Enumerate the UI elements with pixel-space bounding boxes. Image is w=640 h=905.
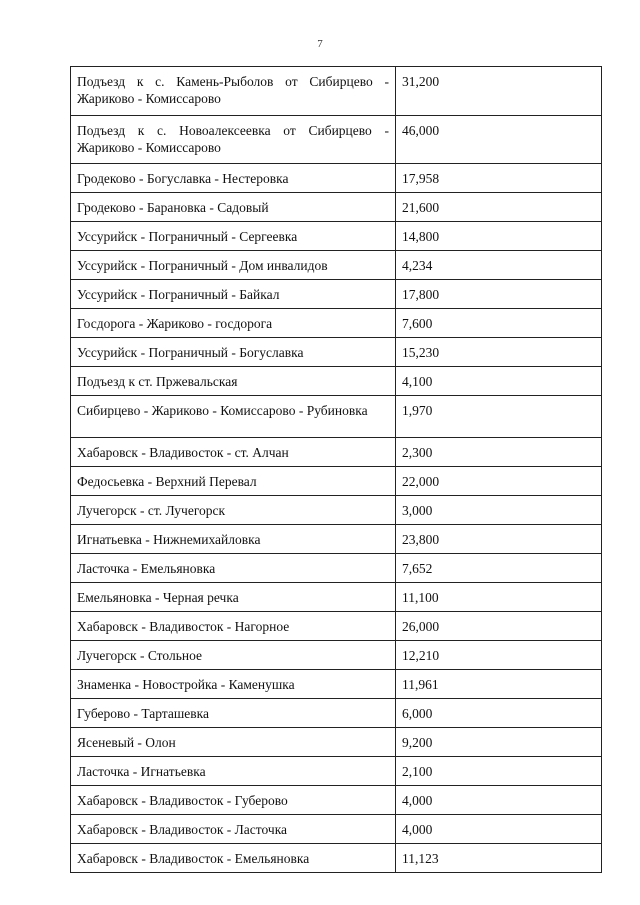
road-length-cell: 3,000: [396, 496, 602, 525]
road-length-cell: 26,000: [396, 612, 602, 641]
road-length-cell: 31,200: [396, 67, 602, 116]
table-row: [71, 251, 602, 280]
road-name-cell: Хабаровск - Владивосток - ст. Алчан: [71, 438, 396, 467]
table-row: [71, 467, 602, 496]
roads-table: [70, 66, 602, 873]
road-length-cell: 2,100: [396, 757, 602, 786]
table-row: [71, 612, 602, 641]
road-name-cell: Гродеково - Барановка - Садовый: [71, 193, 396, 222]
table-row: [71, 525, 602, 554]
road-name-cell: Уссурийск - Пограничный - Сергеевка: [71, 222, 396, 251]
road-length-cell: 46,000: [396, 116, 602, 164]
road-name-cell: Сибирцево - Жариково - Комиссарово - Рубиновка: [71, 396, 396, 438]
road-name-cell: Хабаровск - Владивосток - Нагорное: [71, 612, 396, 641]
road-length-cell: 4,234: [396, 251, 602, 280]
table-row: [71, 844, 602, 873]
road-name-cell: Губерово - Тарташевка: [71, 699, 396, 728]
road-length-cell: 22,000: [396, 467, 602, 496]
road-length-cell: 11,961: [396, 670, 602, 699]
road-length-cell: 15,230: [396, 338, 602, 367]
road-name-cell: Подъезд к ст. Пржевальская: [71, 367, 396, 396]
table-row: [71, 222, 602, 251]
table-row: [71, 728, 602, 757]
table-row: [71, 396, 602, 438]
road-length-cell: 1,970: [396, 396, 602, 438]
table-row: [71, 309, 602, 338]
table-row: [71, 280, 602, 309]
road-name-cell: Емельяновка - Черная речка: [71, 583, 396, 612]
road-length-cell: 12,210: [396, 641, 602, 670]
table-row: [71, 786, 602, 815]
road-length-cell: 9,200: [396, 728, 602, 757]
road-name-cell: Знаменка - Новостройка - Каменушка: [71, 670, 396, 699]
table-row: [71, 641, 602, 670]
roads-table-body: [71, 67, 602, 873]
road-name-cell: Подъезд к с. Новоалексеевка от Сибирцево - Жариково - Комиссарово: [71, 116, 396, 164]
road-name-cell: Игнатьевка - Нижнемихайловка: [71, 525, 396, 554]
table-row: [71, 815, 602, 844]
road-length-cell: 6,000: [396, 699, 602, 728]
table-row: [71, 670, 602, 699]
table-row: [71, 338, 602, 367]
road-length-cell: 17,958: [396, 164, 602, 193]
road-name-cell: Хабаровск - Владивосток - Губерово: [71, 786, 396, 815]
table-row: [71, 438, 602, 467]
road-name-cell: Лучегорск - Стольное: [71, 641, 396, 670]
table-row: [71, 554, 602, 583]
road-name-cell: Уссурийск - Пограничный - Дом инвалидов: [71, 251, 396, 280]
table-row: [71, 193, 602, 222]
road-name-cell: Хабаровск - Владивосток - Емельяновка: [71, 844, 396, 873]
table-row: [71, 367, 602, 396]
road-length-cell: 7,652: [396, 554, 602, 583]
table-row: [71, 699, 602, 728]
table-row: [71, 583, 602, 612]
road-length-cell: 2,300: [396, 438, 602, 467]
table-row: [71, 757, 602, 786]
road-length-cell: 21,600: [396, 193, 602, 222]
page-number: 7: [317, 38, 323, 50]
road-length-cell: 4,100: [396, 367, 602, 396]
road-length-cell: 14,800: [396, 222, 602, 251]
road-length-cell: 23,800: [396, 525, 602, 554]
road-name-cell: Федосьевка - Верхний Перевал: [71, 467, 396, 496]
road-name-cell: Гродеково - Богуславка - Нестеровка: [71, 164, 396, 193]
road-length-cell: 11,100: [396, 583, 602, 612]
road-name-cell: Ласточка - Емельяновка: [71, 554, 396, 583]
table-row: [71, 67, 602, 116]
road-name-cell: Ласточка - Игнатьевка: [71, 757, 396, 786]
table-row: [71, 496, 602, 525]
road-length-cell: 11,123: [396, 844, 602, 873]
road-length-cell: 4,000: [396, 786, 602, 815]
road-name-cell: Госдорога - Жариково - госдорога: [71, 309, 396, 338]
road-name-cell: Уссурийск - Пограничный - Богуславка: [71, 338, 396, 367]
road-name-cell: Подъезд к с. Камень-Рыболов от Сибирцево - Жариково - Комиссарово: [71, 67, 396, 116]
road-name-cell: Хабаровск - Владивосток - Ласточка: [71, 815, 396, 844]
road-name-cell: Уссурийск - Пограничный - Байкал: [71, 280, 396, 309]
road-name-cell: Ясеневый - Олон: [71, 728, 396, 757]
road-name-cell: Лучегорск - ст. Лучегорск: [71, 496, 396, 525]
road-length-cell: 17,800: [396, 280, 602, 309]
table-row: [71, 116, 602, 164]
road-length-cell: 4,000: [396, 815, 602, 844]
table-row: [71, 164, 602, 193]
road-length-cell: 7,600: [396, 309, 602, 338]
